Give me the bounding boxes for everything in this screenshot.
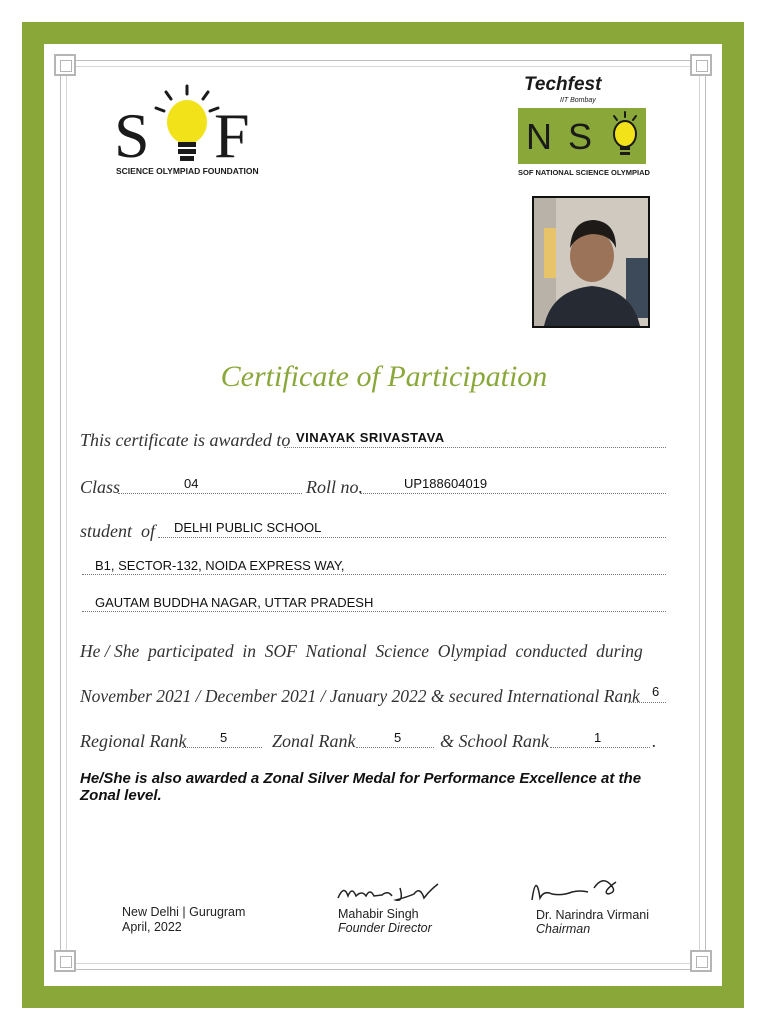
- school-line: [158, 537, 666, 538]
- roll-value: UP188604019: [404, 476, 488, 491]
- student-photo: [532, 196, 650, 328]
- sof-logo-caption: SCIENCE OLYMPIAD FOUNDATION: [116, 166, 259, 176]
- corner-ornament: [690, 950, 712, 972]
- student-portrait-image: [534, 198, 648, 326]
- zonal-rank-label: Zonal Rank: [272, 731, 356, 751]
- sof-letter-f: F: [214, 100, 250, 171]
- address-2: GAUTAM BUDDHA NAGAR, UTTAR PRADESH: [95, 595, 374, 610]
- zonal-rank-line: [356, 747, 434, 748]
- footer-place: New Delhi | Gurugram: [122, 905, 246, 919]
- signature-narindra-virmani: [528, 870, 628, 906]
- signature-mahabir-singh: [334, 880, 444, 908]
- school-name: DELHI PUBLIC SCHOOL: [174, 520, 322, 535]
- international-rank-value: 6: [652, 684, 660, 699]
- signatory-1-name: Mahabir Singh: [338, 907, 419, 921]
- nso-letter-n: N: [526, 116, 552, 157]
- techfest-subtitle: IIT Bombay: [560, 97, 596, 104]
- class-value: 04: [184, 476, 199, 491]
- corner-ornament: [54, 54, 76, 76]
- student-of-label: student of: [80, 521, 155, 541]
- signatory-1-title: Founder Director: [338, 921, 432, 935]
- nso-bulb-icon: [608, 110, 642, 162]
- school-rank-label: & School Rank: [440, 731, 549, 751]
- participated-line-1: He / She participated in SOF National Science Olympiad conducted during: [80, 641, 643, 661]
- school-rank-line: [550, 747, 650, 748]
- signatory-2-name: Dr. Narindra Virmani: [536, 908, 650, 922]
- participated-line-2: November 2021 / December 2021 / January 2022 & secured International Rank: [80, 686, 640, 706]
- signatory-2-title: Chairman: [536, 922, 591, 936]
- regional-rank-label: Regional Rank: [80, 731, 187, 751]
- nso-logo: [516, 72, 656, 182]
- certificate-title: Certificate of Participation: [220, 360, 548, 393]
- nso-caption: SOF NATIONAL SCIENCE OLYMPIAD: [518, 168, 650, 177]
- footer-date: April, 2022: [122, 920, 182, 934]
- address-1: B1, SECTOR-132, NOIDA EXPRESS WAY,: [95, 558, 345, 573]
- class-line: [118, 493, 302, 494]
- rank-period: .: [652, 731, 657, 751]
- footer-place-date: [122, 905, 245, 935]
- class-label: Class: [80, 477, 121, 497]
- signatory-1: [338, 907, 432, 935]
- roll-label: Roll no.: [306, 477, 363, 497]
- zonal-rank-value: 5: [394, 730, 402, 745]
- sof-letter-s: S: [114, 100, 150, 171]
- awarded-to-label: This certificate is awarded to: [80, 430, 291, 450]
- address-line-2: [82, 611, 666, 612]
- address-line-1: [82, 574, 666, 575]
- name-line: [284, 447, 666, 448]
- regional-rank-line: [182, 747, 262, 748]
- corner-ornament: [690, 54, 712, 76]
- school-rank-value: 1: [594, 730, 602, 745]
- student-name: VINAYAK SRIVASTAVA: [296, 430, 445, 445]
- award-text: He/She is also awarded a Zonal Silver Medal for Performance Excellence at the Zonal level.: [80, 770, 642, 804]
- lightbulb-icon: [152, 82, 222, 168]
- sof-logo: [112, 82, 272, 182]
- signatory-2: [536, 908, 649, 936]
- roll-line: [360, 493, 666, 494]
- nso-green-box: [518, 108, 646, 164]
- corner-ornament: [54, 950, 76, 972]
- techfest-brand: Techfest: [524, 74, 602, 95]
- international-rank-line: [628, 702, 666, 703]
- nso-letter-s: S: [568, 116, 593, 157]
- regional-rank-value: 5: [220, 730, 228, 745]
